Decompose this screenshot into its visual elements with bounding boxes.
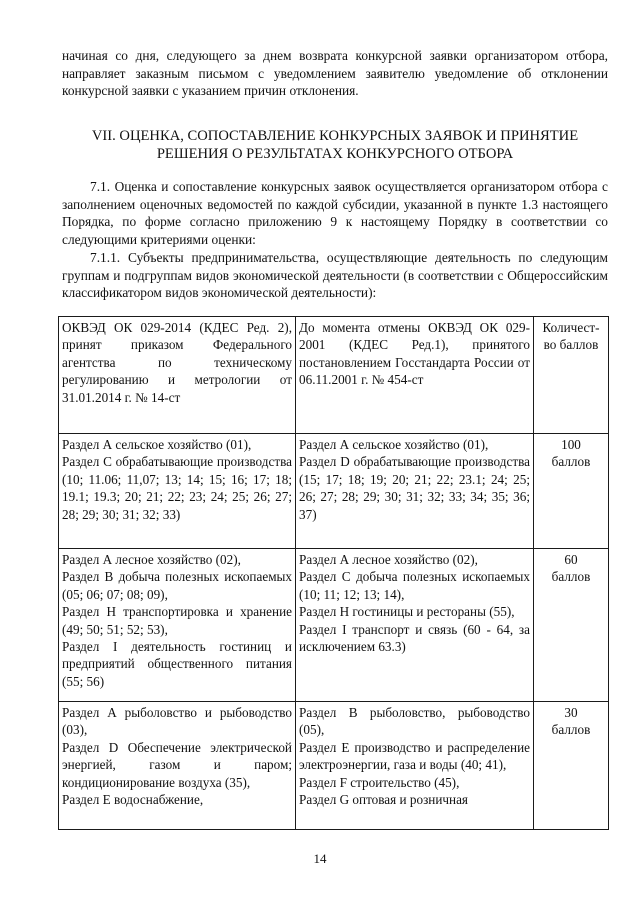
header-okved-2001: До момента отмены ОКВЭД ОК 029-2001 (КДЕС Ред.1), принятого постановлением Госстандарта России от 06.11.2001 г. № 454-ст [296, 317, 534, 434]
header-okved-2014: ОКВЭД ОК 029-2014 (КДЕС Ред. 2), принят приказом Федерального агентства по техническому регулированию и метрологии от 31.01.2014 г. № 14-ст [59, 317, 296, 434]
row-1-okved-2014 [59, 434, 296, 549]
row-3-col1-line-1: Раздел А рыболовство и рыбоводство (03), [62, 705, 292, 738]
row-1-col2-line-2: Раздел D обрабатывающие производства (15; 17; 18; 19; 20; 21; 22; 23.1; 24; 25; 26; 27; 28; 29; 30; 31; 32; 33; 34; 35; 36; 37) [299, 454, 530, 522]
row-3-col2-line-1: Раздел В рыболовство, рыбоводство (05), [299, 705, 530, 738]
row-1-okved-2001 [296, 434, 534, 549]
row-2-points-value: 60 [564, 552, 578, 567]
row-3-okved-2001 [296, 702, 534, 830]
paragraph-7-1 [62, 178, 608, 248]
row-2-col2-line-4: Раздел I транспорт и связь (60 - 64, за исключением 63.3) [299, 621, 530, 655]
row-3-col2-line-4: Раздел G оптовая и розничная [299, 792, 468, 808]
row-2-col2-line-1: Раздел А лесное хозяйство (02), [299, 552, 478, 567]
paragraph-7-1-text: 7.1. Оценка и сопоставление конкурсных заявок осуществляется организатором отбора с заполнением оценочных ведомостей по каждой субсидии, указанной в пункте 1.3 настоящего Порядка, по форме согласно приложению 9 к настоящему Порядку в соответствии со следующими критериями оценки: [62, 179, 608, 247]
section-heading-line-1: VII. ОЦЕНКА, СОПОСТАВЛЕНИЕ КОНКУРСНЫХ ЗАЯВОК И ПРИНЯТИЕ [91, 128, 579, 144]
table-header-row [59, 317, 609, 434]
row-3-col2-line-2: Раздел Е производство и распределение электроэнергии, газа и воды (40; 41), [299, 739, 530, 773]
paragraph-7-1-1-text: 7.1.1. Субъекты предпринимательства, осуществляющие деятельность по следующим группам и подгруппам видов экономической деятельности (в соответствии с Общероссийским классификатором видов экономической деятельности): [62, 250, 608, 301]
row-1-points [534, 434, 609, 549]
table-row [59, 702, 609, 830]
paragraph-7-1-1 [62, 249, 608, 302]
row-3-okved-2014 [59, 702, 296, 830]
row-3-col1-line-2: Раздел D Обеспечение электрической энергией, газом и паром; кондиционирование воздуха (35), [62, 739, 292, 790]
row-1-points-value: 100 [561, 437, 581, 452]
row-2-okved-2014 [59, 549, 296, 702]
page-number: 14 [313, 851, 327, 866]
row-2-col2-line-3: Раздел Н гостиницы и рестораны (55), [299, 604, 515, 620]
row-3-points-value: 30 [564, 705, 578, 720]
section-heading-line-2: РЕШЕНИЯ О РЕЗУЛЬТАТАХ КОНКУРСНОГО ОТБОРА [156, 146, 514, 162]
row-2-col1-line-3: Раздел Н транспортировка и хранение (49; 50; 51; 52; 53), [62, 604, 292, 637]
row-1-col1-line-2: Раздел С обрабатывающие производства (10; 11.06; 11,07; 13; 14; 15; 16; 17; 18; 19.1; 19.3; 20; 21; 22; 23; 24; 25; 26; 27; 28; 29; 30; 31; 32; 33) [62, 454, 292, 522]
row-2-col1-line-1: Раздел А лесное хозяйство (02), [62, 552, 241, 567]
intro-paragraph: начиная со дня, следующего за днем возврата конкурсной заявки организатором отбора, направляет заказным письмом с уведомлением заявителю уведомление об отклонении конкурсной заявки с указанием причин отклонения. [62, 48, 608, 99]
row-2-col2-line-2: Раздел С добыча полезных ископаемых (10; 11; 12; 13; 14), [299, 569, 530, 602]
header-points: Количест-во баллов [534, 317, 609, 434]
section-heading [62, 127, 608, 163]
row-3-col1-line-3: Раздел Е водоснабжение, [62, 792, 204, 808]
row-1-col1-line-1: Раздел А сельское хозяйство (01), [62, 437, 252, 452]
row-2-col1-line-2: Раздел В добыча полезных ископаемых (05; 06; 07; 08; 09), [62, 569, 292, 602]
criteria-table [58, 316, 609, 830]
row-1-col2-line-1: Раздел А сельское хозяйство (01), [299, 437, 489, 452]
row-2-points-unit: баллов [551, 569, 591, 585]
row-2-okved-2001 [296, 549, 534, 702]
row-3-col2-line-3: Раздел F строительство (45), [299, 774, 460, 790]
row-3-points [534, 702, 609, 830]
row-2-points [534, 549, 609, 702]
row-3-points-unit: баллов [551, 722, 591, 738]
table-row [59, 549, 609, 702]
row-2-col1-line-4: Раздел I деятельность гостиниц и предприятий общественного питания (55; 56) [62, 639, 292, 689]
table-row [59, 434, 609, 549]
row-1-points-unit: баллов [551, 454, 591, 470]
